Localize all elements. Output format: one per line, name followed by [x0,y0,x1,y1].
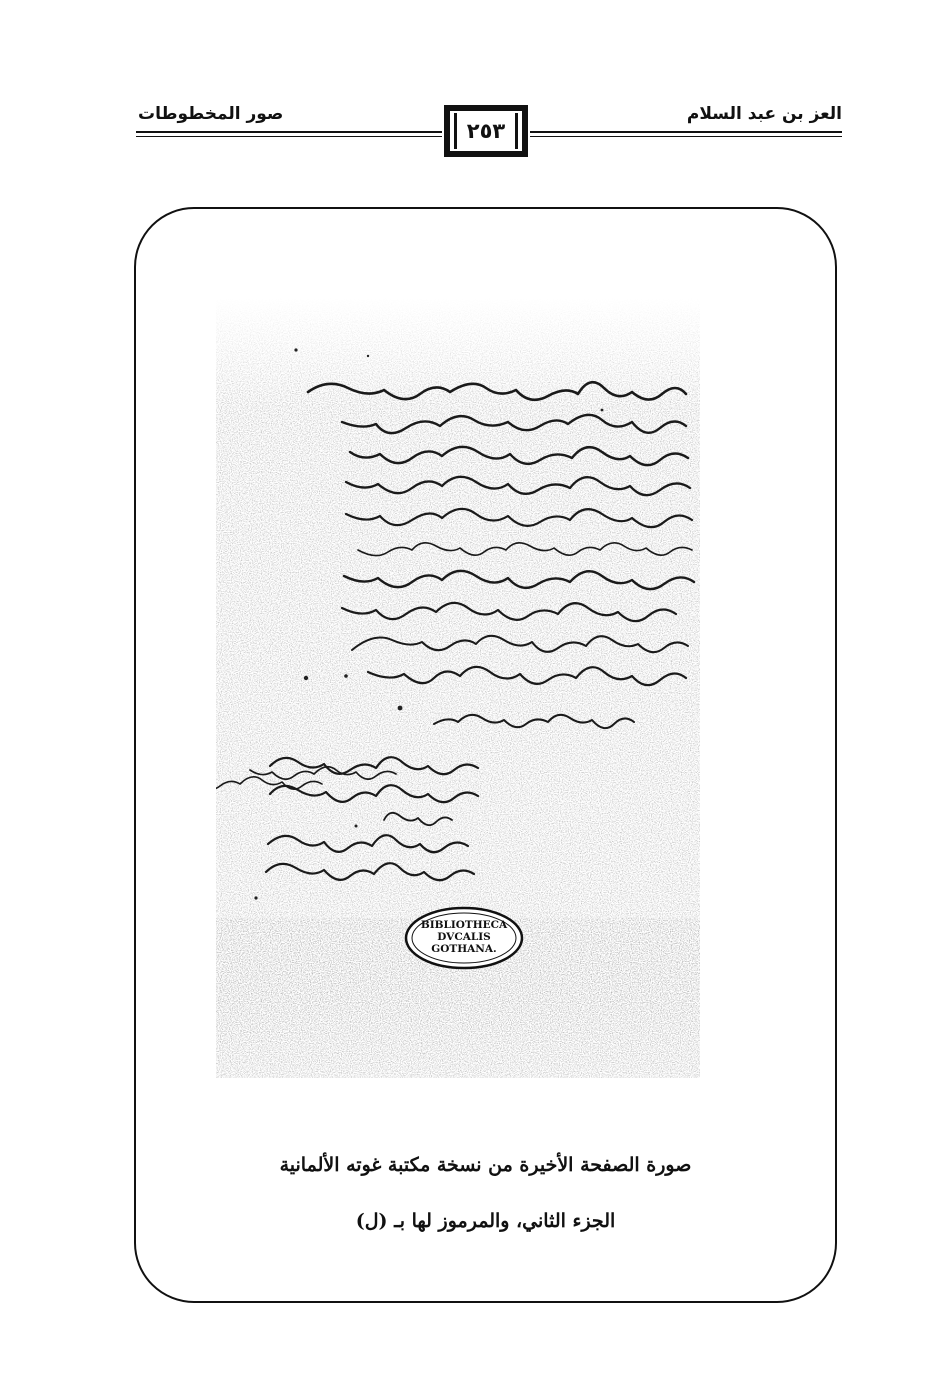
caption-line-2: الجزء الثاني، والمرموز لها بـ (ل) [355,1210,616,1232]
manuscript-image [216,298,700,1078]
svg-text:BIBLIOTHECA: BIBLIOTHECA [420,919,508,931]
svg-text:GOTHANA.: GOTHANA. [431,943,497,955]
page-number: ٢٥٣ [466,119,506,143]
library-stamp [406,908,522,968]
running-header-section: صور المخطوطات [138,104,284,124]
caption-line-1: صورة الصفحة الأخيرة من نسخة مكتبة غوته الألمانية [279,1154,692,1176]
svg-text:DVCALIS: DVCALIS [437,931,491,943]
page-number-box [444,105,528,157]
running-header-author: العز بن عبد السلام [686,104,842,124]
